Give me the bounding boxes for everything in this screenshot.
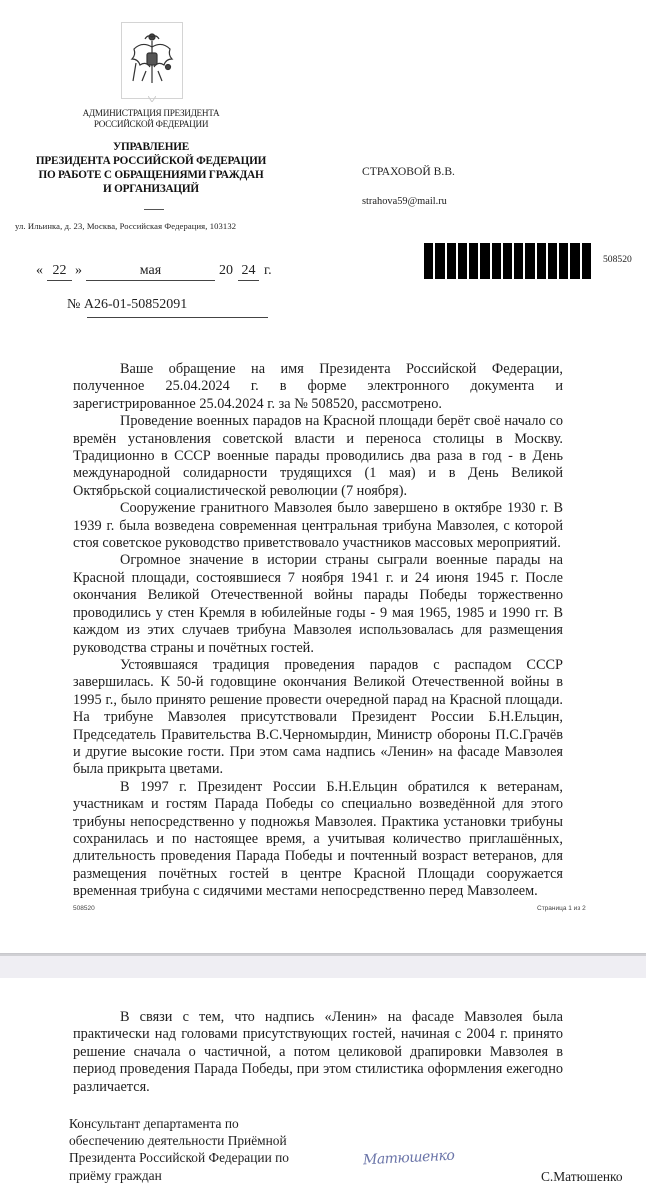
paragraph: Ваше обращение на имя Президента Российской Федерации, полученное 25.04.2024 г. в форме электронного документа и зарегистрированное 25.04.2024 г. за № 508520, рассмотрено. [73,361,563,412]
russian-coat-of-arms-icon [128,27,176,91]
page-separator [0,954,646,978]
page-footer-doc-number: 508520 [73,905,95,912]
department-name: УПРАВЛЕНИЕ ПРЕЗИДЕНТА РОССИЙСКОЙ ФЕДЕРАЦИИ ПО РАБОТЕ С ОБРАЩЕНИЯМИ ГРАЖДАН И ОРГАНИЗАЦИЙ [35,141,267,195]
emblem-frame [121,22,183,99]
page-footer-page-number: Страница 1 из 2 [537,905,586,912]
date-day: 22 [47,263,72,281]
registration-underline [87,317,268,318]
date-year: 24 [238,263,259,281]
paragraph: В связи с тем, что надпись «Ленин» на фасаде Мавзолея была практически над головами присутствующих гостей, начиная с 2004 г. принято решение сначала о частичной, а потом целиковой драпировки Мавзолея в период проведения Парада Победы, при этом стилистика оформления ежегодно различается. [73,1009,563,1095]
emblem-frame-tip [148,96,156,102]
registration-number: № А26-01-50852091 [67,297,188,312]
letter-page-2 [0,978,646,1200]
header-divider [144,209,164,210]
paragraph: Сооружение гранитного Мавзолея было завершено в октябре 1930 г. В 1939 г. была возведена современная центральная трибуна Мавзолея, с которой стоя советское руководство приветствовало участников массовых мероприятий. [73,500,563,552]
signer-title: Консультант департамента по обеспечению деятельности Приёмной Президента Российской Федерации по приёму граждан [69,1116,289,1183]
barcode [424,243,591,279]
recipient-email[interactable]: strahova59@mail.ru [362,196,447,207]
administration-name: АДМИНИСТРАЦИЯ ПРЕЗИДЕНТА РОССИЙСКОЙ ФЕДЕРАЦИИ [82,108,220,129]
paragraph: В 1997 г. Президент России Б.Н.Ельцин обратился к ветеранам, участникам и гостям Парада Победы со специально возведённой для этого трибуны непосредственно у подножья Мавзолея. Практика установки трибуны сохранилась и по настоящее время, а учитывая количество приглашённых, длительность проведения Парада Победы и почтенный возраст ветеранов, для размещения почётных гостей в центре Красной Площади сооружается временная трибуна с сидячими местами непосредственно перед Мавзолеем. [73,778,563,900]
paragraph: Устоявшаяся традиция проведения парадов с распадом СССР завершилась. К 50-й годовщине окончания Великой Отечественной войны в 1995 г., было принято решение провести очередной парад на Красной площади. На трибуне Мавзолея присутствовали Президент России Б.Н.Ельцин, Председатель Правительства В.С.Черномырдин, Министр обороны П.С.Грачёв и другие высокие гости. При этом сама надпись «Ленин» на фасаде Мавзолея была прикрыта цветами. [73,656,563,778]
letter-body-page-1 [73,361,563,901]
date-century: 20 [219,263,233,278]
paragraph: Проведение военных парадов на Красной площади берёт своё начало со времён установления советской власти и переноса столицы в Москву. Традиционно в СССР военные парады проводились два раза в год - в День международной солидарности трудящихся (1 мая) и в День Великой Октябрьской социалистической революции (7 ноября). [73,413,563,499]
barcode-number: 508520 [603,254,632,265]
letter-body-page-2 [73,1009,563,1096]
sender-address: ул. Ильинка, д. 23, Москва, Российская Федерация, 103132 [15,221,237,231]
letter-date: « 22 » мая 20 24 г. [36,263,276,283]
handwritten-signature: Матюшенко [362,1147,455,1169]
signer-name: С.Матюшенко [541,1169,623,1184]
date-month: мая [86,263,215,281]
paragraph: Огромное значение в истории страны сыграли военные парады на Красной площади, состоявшиеся 7 ноября 1941 г. и 24 июня 1945 г. После окончания Великой Отечественной войны парады Победы торжественно проводились у стен Кремля в юбилейные годы - 9 мая 1965, 1985 и 1990 гг. В каждом из этих случаев трибуна Мавзолея использовалась для размещения руководства страны и почётных гостей. [73,552,563,656]
recipient-name: СТРАХОВОЙ В.В. [362,165,455,178]
